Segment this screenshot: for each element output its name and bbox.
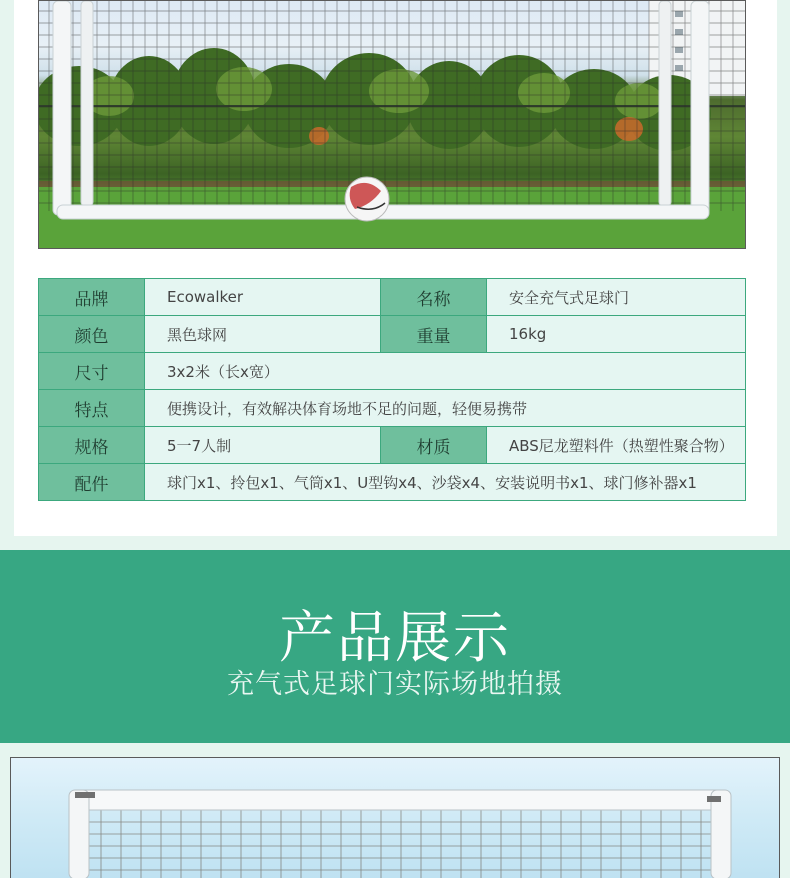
banner-title: 产品展示 <box>279 606 511 671</box>
product-photo-goal-frame <box>10 757 780 878</box>
table-row <box>39 279 746 316</box>
spec-label-spec: 规格 <box>39 427 145 464</box>
spec-label-color: 颜色 <box>39 316 145 353</box>
table-row <box>39 464 746 501</box>
spec-value-spec: 5一7人制 <box>145 427 381 464</box>
table-row <box>39 390 746 427</box>
spec-label-size: 尺寸 <box>39 353 145 390</box>
spec-table <box>38 278 746 501</box>
spec-label-weight: 重量 <box>381 316 487 353</box>
spec-value-size: 3x2米（长x宽） <box>145 353 746 390</box>
spec-value-color: 黑色球网 <box>145 316 381 353</box>
spec-label-accessories: 配件 <box>39 464 145 501</box>
spec-value-features: 便携设计，有效解决体育场地不足的问题，轻便易携带 <box>145 390 746 427</box>
spec-label-material: 材质 <box>381 427 487 464</box>
spec-value-name: 安全充气式足球门 <box>487 279 746 316</box>
table-row <box>39 316 746 353</box>
table-row <box>39 427 746 464</box>
product-showcase-banner <box>0 550 790 743</box>
spec-value-material: ABS尼龙塑料件（热塑性聚合物） <box>487 427 746 464</box>
spec-value-accessories: 球门x1、拎包x1、气筒x1、U型钩x4、沙袋x4、安装说明书x1、球门修补器x1 <box>145 464 746 501</box>
product-photo-field <box>38 0 746 249</box>
banner-subtitle: 充气式足球门实际场地拍摄 <box>227 669 563 700</box>
spec-label-name: 名称 <box>381 279 487 316</box>
table-row <box>39 353 746 390</box>
spec-value-brand: Ecowalker <box>145 279 381 316</box>
spec-label-features: 特点 <box>39 390 145 427</box>
spec-label-brand: 品牌 <box>39 279 145 316</box>
spec-value-weight: 16kg <box>487 316 746 353</box>
